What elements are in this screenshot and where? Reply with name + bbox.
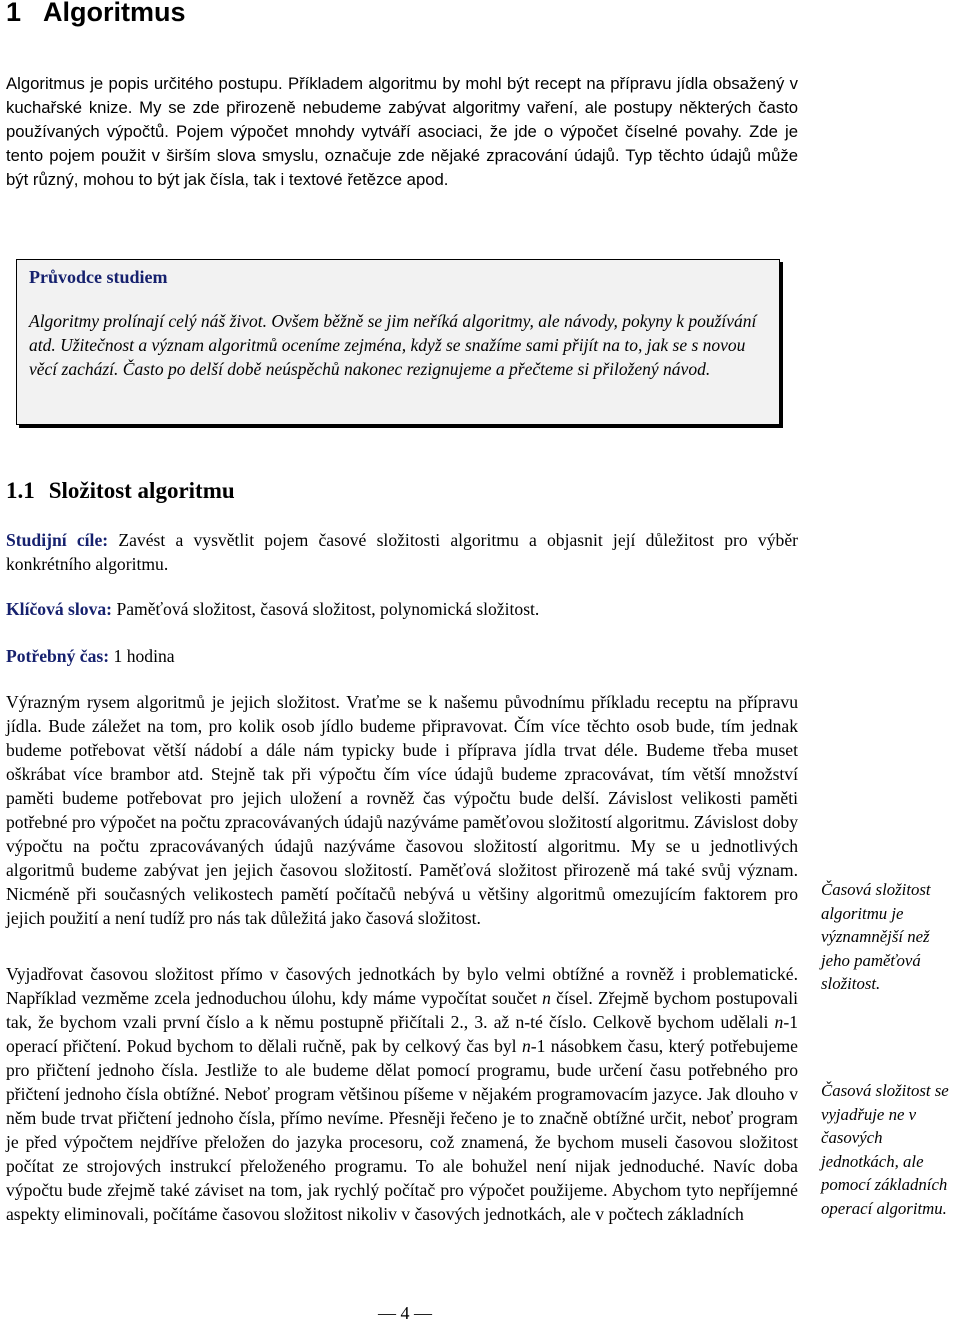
keywords xyxy=(6,597,798,621)
required-time-label: Potřebný čas: xyxy=(6,646,110,666)
keywords-label: Klíčová slova: xyxy=(6,599,113,619)
chapter-title: Algoritmus xyxy=(43,0,186,27)
study-goals-label: Studijní cíle: xyxy=(6,530,109,550)
body-paragraph-2-part-b: čísel. Zřejmě bychom postupovali tak, že bychom vzali první číslo a k němu postupně přičítali 2., 3. až n-té číslo. Celkově bychom udělali xyxy=(6,988,798,1032)
body-paragraph-2 xyxy=(6,962,798,1226)
study-guide-text: Algoritmy prolínají celý náš život. Ovšem běžně se jim neříká algoritmy, ale návody, pokyny k používání atd. Užitečnost a význam algoritmů oceníme zejména, když se snažíme sami přijít na to, jak se s novou věcí zachází. Často po delší době neúspěchů nakonec rezignujeme a přečteme si přiložený návod. xyxy=(29,311,757,379)
body-paragraph-2-part-d: -1 násobkem času, který potřebujeme pro přičtení jednoho čísla. Jestliže to ale budeme dělat pomocí programu, bude určení času potřebného pro přičtení jednoho čísla obtížné. Neboť program většinou píšeme v nějakém programovacím jazyce. Jak dlouho v něm bude trvat přičtení jednoho čísla, přímo nevíme. Přesněji řečeno je to značně obtížné určit, neboť program je před výpočtem nejdříve přeložen do jazyka procesoru, což znamená, že bychom museli časovou složitost počítat ze strojových instrukcí přeloženého programu. To ale bohužel není nijak jednoduché. Navíc doba výpočtu bude zřejmě také záviset na tom, jak rychlý počítač pro výpočet použijeme. Abychom tyto nepříjemné aspekty eliminovali, počítáme časovou složitost nikoliv v časových jednotkách, ale v počtech základních xyxy=(6,1036,798,1224)
study-guide-title: Průvodce studiem xyxy=(29,267,168,287)
body-paragraph-1: Výrazným rysem algoritmů je jejich složitost. Vraťme se k našemu původnímu příkladu receptu na přípravu jídla. Bude záležet na tom, pro kolik osob jídlo budeme připravovat. Čím více těchto osob bude, tím jednak budeme potřebovat větší nádobí a dále nám typicky bude i příprava jídla trvat déle. Budeme třeba muset oškrábat více brambor atd. Stejně tak při výpočtu čím více údajů budeme zpracovávat, tím větší množství paměti budeme potřebovat pro jejich uložení a rovněž čas výpočtu bude delší. Závislost velikosti paměti potřebné pro výpočet na počtu zpracovávaných údajů nazýváme paměťovou složitostí algoritmu. Závislost doby výpočtu na počtu zpracovávaných údajů nazýváme časovou složitostí algoritmu. My se u jednotlivých algoritmů budeme zabývat jen jejich časovou složitostí. Paměťová složitost přirozeně má také svůj význam. Nicméně při současných velikostech pamětí počítačů nebývá u většiny algoritmů omezujícím faktorem pro jejich použití a není tudíž pro nás tak důležitá jako časová složitost. xyxy=(6,692,798,928)
variable-n: n xyxy=(774,1012,784,1032)
study-goals-text: Zavést a vysvětlit pojem časové složitosti algoritmu a objasnit její důležitost pro výběr konkrétního algoritmu. xyxy=(6,530,798,574)
body-paragraph-2-part-c: -1 operací přičtení. Pokud bychom to dělali ručně, pak by celkový čas byl xyxy=(6,1012,798,1056)
study-guide-box xyxy=(16,259,780,425)
keywords-text: Paměťová složitost, časová složitost, polynomická složitost. xyxy=(116,599,540,619)
margin-note-1: Časová složitost algoritmu je významnější než jeho paměťová složitost. xyxy=(821,880,931,993)
body-paragraph-2-part-a: Vyjadřovat časovou složitost přímo v časových jednotkách by bylo velmi obtížné a rovněž i problematické. Například vezměme zcela jednoduchou úlohu, kdy máme vypočítat součet xyxy=(6,964,798,1008)
chapter-heading xyxy=(6,0,186,30)
required-time-text: 1 hodina xyxy=(113,646,175,666)
section-title: Složitost algoritmu xyxy=(48,478,235,503)
chapter-number: 1 xyxy=(6,0,22,27)
intro-paragraph: Algoritmus je popis určitého postupu. Příkladem algoritmu by mohl být recept na přípravu jídla obsažený v kuchařské knize. My se zde přirozeně nebudeme zabývat algoritmy vaření, ale postupy některých často používaných výpočtů. Pojem výpočet mnohdy vytváří asociaci, že jde o výpočet číselné povahy. Zde je tento pojem použit v širším slova smyslu, označuje zde nějaké zpracování údajů. Typ těchto údajů může být různý, mohou to být jak čísla, tak i textové řetězce apod. xyxy=(6,74,798,189)
study-goals xyxy=(6,528,798,576)
variable-n: n xyxy=(542,988,551,1008)
page-number: — 4 — xyxy=(378,1303,432,1323)
required-time xyxy=(6,644,798,668)
section-heading xyxy=(6,476,235,506)
section-number: 1.1 xyxy=(6,478,35,503)
margin-note-2: Časová složitost se vyjadřuje ne v časových jednotkách, ale pomocí základních operací algoritmu. xyxy=(821,1081,949,1218)
variable-n: n xyxy=(521,1036,531,1056)
